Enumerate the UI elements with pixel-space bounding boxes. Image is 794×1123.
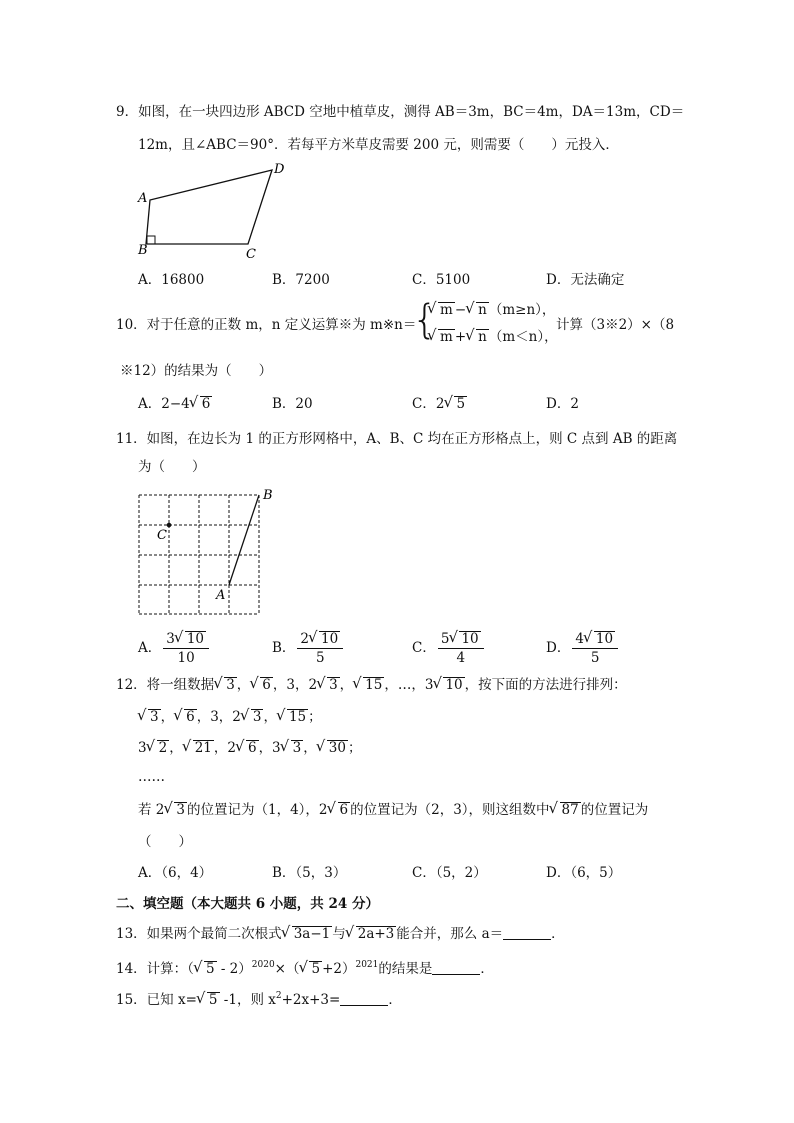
q11-grid-figure bbox=[130, 486, 280, 616]
quadrilateral-abcd bbox=[146, 170, 272, 244]
q11-line2: 为（ ） bbox=[138, 459, 206, 475]
q11-option-a: A． $\frac{3√ 10}{10}$ bbox=[138, 628, 211, 668]
q11-label-c: C bbox=[157, 528, 167, 543]
q10-option-b: B．20 bbox=[272, 396, 313, 412]
q9-option-d: D．无法确定 bbox=[546, 272, 625, 288]
q13-line: 13．如果两个最简二次根式√ 3a−1 与√ 2a+3 能合并，那么 a＝ ． bbox=[116, 925, 565, 943]
q9-label-c: C bbox=[246, 247, 256, 262]
q9-line1: 9．如图，在一块四边形 ABCD 空地中植草皮，测得 AB＝3m，BC＝4m，DA＝13m，CD＝ bbox=[116, 104, 685, 120]
q10-option-c: C．2√ 5 bbox=[412, 395, 467, 413]
q10-suffix: 计算（3※2）×（8 bbox=[556, 317, 675, 333]
q12-ellipsis: …… bbox=[138, 769, 165, 785]
q12-row2: 3√ 2 ，√ 21 ，2√ 6 ，3√ 3 ，√ 30 ； bbox=[138, 739, 361, 757]
q15-line: 15．已知 x=√ 5 -1，则 $x^2+2x+3=$ ． bbox=[116, 987, 402, 1009]
segment-ab bbox=[229, 495, 259, 585]
q9-label-d: D bbox=[274, 162, 285, 177]
q12-line5: （ ） bbox=[138, 834, 192, 850]
q10-case1: √ m −√ n （m≥n）， bbox=[428, 301, 555, 319]
q9-label-b: B bbox=[138, 243, 148, 258]
q9-option-a: A．16800 bbox=[138, 272, 205, 288]
q9-line2: 12m，且∠ABC＝90°．若每平方米草皮需要 200 元，则需要（ ）元投入． bbox=[138, 137, 619, 153]
q11-label-a: A bbox=[216, 588, 226, 603]
q15-answer-blank[interactable] bbox=[340, 991, 388, 1006]
q14-answer-blank[interactable] bbox=[432, 960, 480, 975]
q10-option-a: A．2−4√ 6 bbox=[138, 395, 212, 413]
q11-option-d: D． $\frac{4√ 10}{5}$ bbox=[546, 628, 620, 668]
q12-option-c: C．（5，2） bbox=[412, 865, 487, 881]
section2-title: 二、填空题（本大题共 6 小题，共 24 分） bbox=[116, 896, 379, 912]
q9-option-c: C．5100 bbox=[412, 272, 471, 288]
q9-label-a: A bbox=[138, 191, 148, 206]
right-angle-mark bbox=[147, 236, 155, 244]
q12-option-b: B．（5，3） bbox=[272, 865, 347, 881]
q12-row1: √ 3 ，√ 6 ，3，2√ 3 ，√ 15 ； bbox=[138, 708, 322, 726]
q12-line1: 12．将一组数据√ 3 ，√ 6 ，3，2√ 3 ，√ 15 ，…，3√ 10 ，按下面的方法进行排列： bbox=[116, 676, 627, 694]
q11-line1: 11．如图，在边长为 1 的正方形网格中，A、B、C 均在正方形格点上，则 C 点到 AB 的距离 bbox=[116, 431, 678, 447]
q10-option-d: D．2 bbox=[546, 396, 579, 412]
q10-line2: ※12）的结果为（ ） bbox=[120, 363, 273, 379]
point-c bbox=[167, 523, 172, 528]
q11-label-b: B bbox=[263, 488, 273, 503]
q11-option-c: C． $\frac{5√ 10}{4}$ bbox=[412, 628, 486, 668]
q11-option-b: B． $\frac{2√ 10}{5}$ bbox=[272, 628, 345, 668]
q10-case2: √ m +√ n （m＜n）， bbox=[428, 328, 558, 346]
q10-brace: { bbox=[412, 297, 438, 343]
q9-option-b: B．7200 bbox=[272, 272, 330, 288]
q13-answer-blank[interactable] bbox=[503, 925, 551, 940]
q9-figure bbox=[130, 158, 300, 266]
q10-prefix: 10．对于任意的正数 m，n 定义运算※为 m※n＝ bbox=[116, 317, 417, 333]
q12-line4: 若 2√ 3 的位置记为（1，4），2√ 6 的位置记为（2，3），则这组数中√ 87 的位置记为 bbox=[138, 801, 648, 819]
q12-option-d: D．（6，5） bbox=[546, 865, 622, 881]
q14-line: 14．计算：（√ 5 - 2）$^{2020}$×（√ 5 +2）$^{2021}$的结果是 ． bbox=[116, 956, 494, 978]
q12-option-a: A．（6，4） bbox=[138, 865, 213, 881]
